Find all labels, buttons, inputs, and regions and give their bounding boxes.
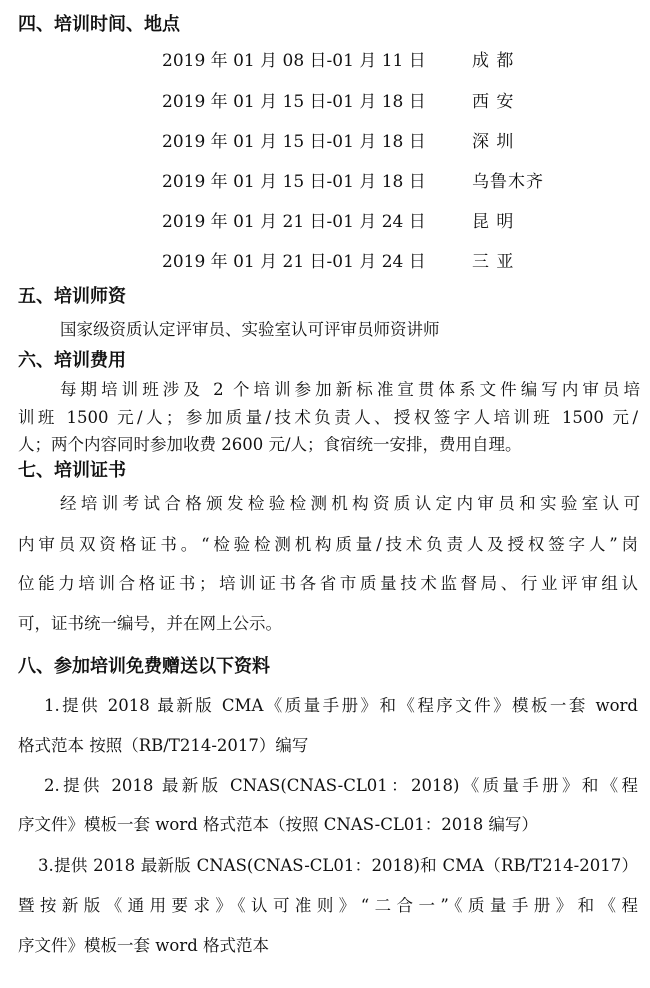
schedule-date: 2019 年 01 月 15 日-01 月 18 日: [162, 172, 426, 192]
section-8-line: 格式范本 按照（RB/T214-2017）编写: [18, 736, 309, 755]
schedule-city: 乌鲁木齐: [472, 172, 544, 192]
schedule-date: 2019 年 01 月 08 日-01 月 11 日: [162, 51, 426, 71]
section-8-line: 3.提供 2018 最新版 CNAS(CNAS-CL01：2018)和 CMA（RB/T214-2017）: [38, 856, 638, 875]
schedule-row: [162, 167, 544, 192]
schedule-city: 西 安: [472, 92, 515, 112]
section-6-line: 人；两个内容同时参加收费 2600 元/人；食宿统一安排，费用自理。: [18, 435, 522, 454]
schedule-date: 2019 年 01 月 21 日-01 月 24 日: [162, 252, 426, 272]
schedule-row: [162, 207, 514, 232]
section-7-line: 可，证书统一编号，并在网上公示。: [18, 614, 282, 633]
schedule-row: [162, 247, 514, 272]
schedule-date: 2019 年 01 月 15 日-01 月 18 日: [162, 132, 426, 152]
schedule-city: 三 亚: [472, 252, 515, 272]
section-7-heading: 七、培训证书: [18, 460, 126, 481]
schedule-row: [162, 127, 514, 152]
schedule-city: 昆 明: [472, 212, 515, 232]
section-4-heading: 四、培训时间、地点: [18, 14, 180, 35]
schedule-date: 2019 年 01 月 15 日-01 月 18 日: [162, 92, 426, 112]
section-8-line: 序文件》模板一套 word 格式范本（按照 CNAS-CL01：2018 编写）: [18, 815, 539, 834]
schedule-row: [162, 87, 514, 112]
section-7-line: 内审员双资格证书。“检验检测机构质量/技术负责人及授权签字人”岗: [18, 535, 638, 554]
section-6-line: 训班 1500 元/人；参加质量/技术负责人、授权签字人培训班 1500 元/: [18, 408, 638, 427]
section-6-heading: 六、培训费用: [18, 350, 126, 371]
section-8-line: 暨按新版《通用要求》《认可准则》“二合一”《质量手册》和《程: [18, 896, 638, 915]
section-5-heading: 五、培训师资: [18, 286, 126, 307]
schedule-city: 深 圳: [472, 132, 515, 152]
section-5-text: 国家级资质认定评审员、实验室认可评审员师资讲师: [60, 320, 440, 339]
section-7-line: 经培训考试合格颁发检验检测机构资质认定内审员和实验室认可: [60, 494, 640, 513]
schedule-row: [162, 46, 514, 71]
section-6-line: 每期培训班涉及 2 个培训参加新标准宣贯体系文件编写内审员培: [60, 380, 640, 399]
section-8-line: 1.提供 2018 最新版 CMA《质量手册》和《程序文件》模板一套 word: [44, 696, 638, 715]
schedule-city: 成 都: [472, 51, 515, 71]
section-7-line: 位能力培训合格证书；培训证书各省市质量技术监督局、行业评审组认: [18, 574, 638, 593]
schedule-date: 2019 年 01 月 21 日-01 月 24 日: [162, 212, 426, 232]
section-8-line: 序文件》模板一套 word 格式范本: [18, 936, 269, 955]
section-8-line: 2.提供 2018 最新版 CNAS(CNAS-CL01：2018)《质量手册》和《程: [44, 776, 638, 795]
section-8-heading: 八、参加培训免费赠送以下资料: [18, 656, 270, 677]
